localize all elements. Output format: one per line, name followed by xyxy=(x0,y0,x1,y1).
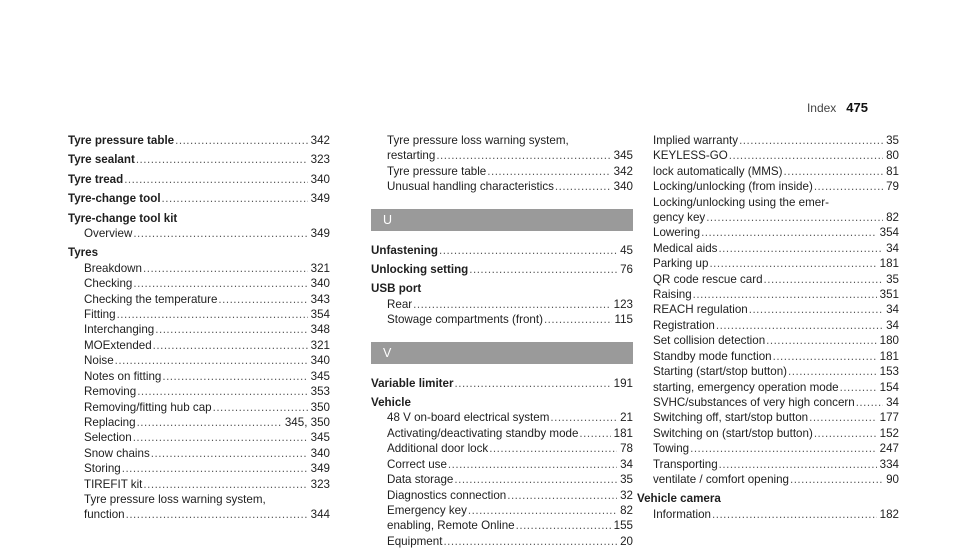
index-subentry[interactable]: Data storage ..... 35 xyxy=(371,472,633,487)
index-subentry[interactable]: Snow chains ..... 340 xyxy=(68,446,330,461)
page-header xyxy=(807,100,868,115)
index-subentry[interactable]: QR code rescue card ..... 35 xyxy=(637,272,899,287)
index-subentry[interactable]: lock automatically (MMS) ..... 81 xyxy=(637,164,899,179)
index-subentry[interactable]: Set collision detection ..... 180 xyxy=(637,333,899,348)
index-subentry[interactable]: Interchanging ..... 348 xyxy=(68,322,330,337)
index-subentry[interactable]: Noise ..... 340 xyxy=(68,353,330,368)
index-subentry[interactable]: function ..... 344 xyxy=(68,507,330,522)
index-subentry[interactable]: Rear ..... 123 xyxy=(371,297,633,312)
index-subentry[interactable]: MOExtended ..... 321 xyxy=(68,338,330,353)
section-letter-u: U xyxy=(371,209,633,231)
index-subentry[interactable]: Selection ..... 345 xyxy=(68,430,330,445)
index-subentry[interactable]: Registration ..... 34 xyxy=(637,318,899,333)
index-entry[interactable]: Tyre tread ..... 340 xyxy=(68,172,330,187)
index-column-3 xyxy=(637,133,899,522)
index-heading: Tyres xyxy=(68,246,99,260)
index-subentry[interactable]: Switching on (start/stop button) ..... 152 xyxy=(637,426,899,441)
index-entry[interactable]: Tyre-change tool ..... 349 xyxy=(68,191,330,206)
index-subentry[interactable]: Checking ..... 340 xyxy=(68,276,330,291)
index-subentry[interactable]: Overview ..... 349 xyxy=(68,226,330,241)
index-subentry[interactable]: starting, emergency operation mode ..... 154 xyxy=(637,380,899,395)
index-entry[interactable]: Tyre sealant ..... 323 xyxy=(68,152,330,167)
index-subentry[interactable]: enabling, Remote Online ..... 155 xyxy=(371,518,633,533)
index-subentry[interactable]: Tyre pressure table ..... 342 xyxy=(371,164,633,179)
index-subentry[interactable]: Standby mode function ..... 181 xyxy=(637,349,899,364)
index-subentry[interactable]: Removing ..... 353 xyxy=(68,384,330,399)
index-subentry[interactable]: Activating/deactivating standby mode ..... 181 xyxy=(371,426,633,441)
index-subentry[interactable]: gency key ..... 82 xyxy=(637,210,899,225)
index-subentry[interactable]: Switching off, start/stop button ..... 177 xyxy=(637,410,899,425)
index-entry[interactable]: Tyre pressure table ..... 342 xyxy=(68,133,330,148)
index-subentry[interactable]: 48 V on-board electrical system ..... 21 xyxy=(371,410,633,425)
index-subentry[interactable]: Breakdown ..... 321 xyxy=(68,261,330,276)
index-heading: Vehicle xyxy=(371,396,411,410)
index-entry[interactable]: Unlocking setting ..... 76 xyxy=(371,262,633,277)
index-subentry[interactable]: Stowage compartments (front) ..... 115 xyxy=(371,312,633,327)
index-subentry[interactable]: Notes on fitting ..... 345 xyxy=(68,369,330,384)
page-number: 475 xyxy=(846,100,868,115)
index-subentry[interactable]: Diagnostics connection ..... 32 xyxy=(371,488,633,503)
index-subentry[interactable]: TIREFIT kit ..... 323 xyxy=(68,477,330,492)
index-column-1 xyxy=(68,133,330,523)
index-subentry[interactable]: Checking the temperature ..... 343 xyxy=(68,292,330,307)
index-subentry[interactable]: Emergency key ..... 82 xyxy=(371,503,633,518)
index-subentry[interactable]: restarting ..... 345 xyxy=(371,148,633,163)
index-heading: Vehicle camera xyxy=(637,492,721,506)
index-entry[interactable]: Variable limiter ..... 191 xyxy=(371,376,633,391)
index-subentry[interactable]: Additional door lock ..... 78 xyxy=(371,441,633,456)
index-subentry[interactable]: Starting (start/stop button) ..... 153 xyxy=(637,364,899,379)
index-subentry[interactable]: Implied warranty ..... 35 xyxy=(637,133,899,148)
index-subentry[interactable]: Locking/unlocking (from inside) ..... 79 xyxy=(637,179,899,194)
index-subentry[interactable]: Parking up ..... 181 xyxy=(637,256,899,271)
index-subentry[interactable]: Information ..... 182 xyxy=(637,507,899,522)
index-subentry[interactable]: Correct use ..... 34 xyxy=(371,457,633,472)
section-title: Index xyxy=(806,101,837,115)
index-subentry[interactable]: Towing ..... 247 xyxy=(637,441,899,456)
index-subentry-text: Tyre pressure loss warning system, xyxy=(387,134,569,147)
index-subentry[interactable]: Equipment ..... 20 xyxy=(371,534,633,549)
index-subentry[interactable]: Replacing ..... 345, 350 xyxy=(68,415,330,430)
index-subentry[interactable]: Unusual handling characteristics ..... 340 xyxy=(371,179,633,194)
index-subentry[interactable]: Fitting ..... 354 xyxy=(68,307,330,322)
section-letter-v: V xyxy=(371,342,633,364)
index-subentry-text: Tyre pressure loss warning system, xyxy=(84,492,266,506)
index-subentry[interactable]: Removing/fitting hub cap ..... 350 xyxy=(68,400,330,415)
index-heading: USB port xyxy=(371,282,422,296)
index-subentry[interactable]: Storing ..... 349 xyxy=(68,461,330,476)
index-subentry[interactable]: Lowering ..... 354 xyxy=(637,225,899,240)
index-subentry[interactable]: Medical aids ..... 34 xyxy=(637,241,899,256)
index-column-2 xyxy=(371,133,633,549)
index-subentry[interactable]: ventilate / comfort opening ..... 90 xyxy=(637,472,899,487)
index-subentry-text: Locking/unlocking using the emer- xyxy=(653,195,829,209)
index-subentry[interactable]: Raising ..... 351 xyxy=(637,287,899,302)
index-entry[interactable]: Unfastening ..... 45 xyxy=(371,243,633,258)
index-subentry[interactable]: REACH regulation ..... 34 xyxy=(637,302,899,317)
index-subentry[interactable]: SVHC/substances of very high concern ..... 34 xyxy=(637,395,899,410)
index-subentry[interactable]: Transporting ..... 334 xyxy=(637,457,899,472)
index-heading: Tyre-change tool kit xyxy=(68,211,178,225)
index-subentry[interactable]: KEYLESS-GO ..... 80 xyxy=(637,148,899,163)
